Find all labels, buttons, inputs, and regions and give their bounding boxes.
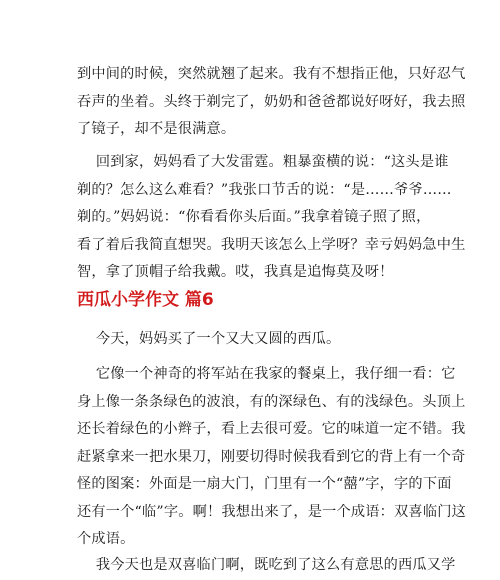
text-line: 到中间的时候，突然就翘了起来。我有不想指正他，只好忍气	[77, 66, 466, 82]
section-heading: 西瓜小学作文 篇6	[77, 290, 214, 310]
text-line: 身上像一条条绿色的波浪，有的深绿色、有的浅绿色。头顶上	[77, 393, 466, 410]
text-line: 智，拿了顶帽子给我戴。哎，我真是追悔莫及呀！	[77, 264, 394, 280]
text-line: 剃的？怎么这么难看？”我张口节舌的说：“是……爷爷……	[77, 181, 452, 198]
paragraph	[77, 149, 466, 287]
text-line: 个成语。	[77, 531, 135, 547]
text-line: 了镜子，却不是很满意。	[77, 121, 236, 137]
text-line: 剃的。”妈妈说：“你看看你头后面。”我拿着镜子照了照，	[77, 209, 431, 225]
text-line: 怪的图案：外面是一扇大门，门里有一个“囍”字，字的下面	[77, 476, 452, 492]
text-line: 它像一个神奇的将军站在我家的餐桌上，我仔细一看：它	[77, 366, 456, 382]
text-line: 我今天也是双喜临门啊，既吃到了这么有意思的西瓜又学	[77, 557, 456, 573]
text-line: 今天，妈妈买了一个又大又圆的西瓜。	[77, 331, 341, 347]
paragraph	[77, 361, 466, 554]
text-line: 赶紧拿来一把水果刀，刚要切得时候我看到它的背上有一个奇	[77, 448, 466, 465]
text-line: 还长着绿色的小辫子，看上去很可爱。它的味道一定不错。我	[77, 421, 466, 437]
paragraph	[77, 61, 466, 144]
text-line: 吞声的坐着。头终于剃完了，奶奶和爸爸都说好呀好，我去照	[77, 93, 466, 110]
text-line: 看了着后我简直想哭。我明天该怎么上学呀？幸亏妈妈急中生	[77, 236, 466, 253]
text-line: 还有一个“临”字。啊！我想出来了，是一个成语：双喜临门这	[77, 503, 466, 520]
text-line: 回到家，妈妈看了大发雷霆。粗暴蛮横的说：“这头是谁	[77, 154, 449, 170]
paragraph	[77, 326, 422, 354]
